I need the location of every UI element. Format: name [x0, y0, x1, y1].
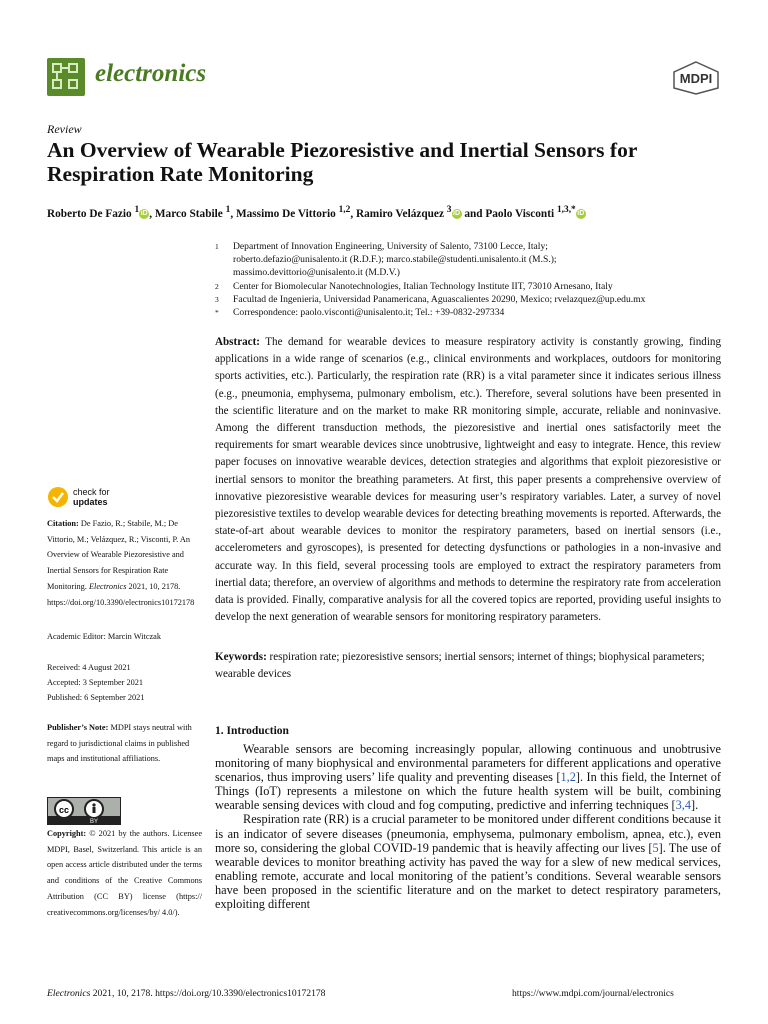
accepted-date: Accepted: 3 September 2021 — [47, 678, 144, 687]
introduction-body — [215, 742, 721, 911]
academic-editor: Academic Editor: Marcin Witczak — [47, 632, 162, 641]
article-type: Review — [47, 122, 82, 136]
citation-link[interactable]: 3,4 — [675, 798, 692, 813]
received-date: Received: 4 August 2021 — [47, 663, 131, 672]
section-heading: 1. Introduction — [215, 725, 289, 737]
abstract — [215, 334, 721, 626]
copyright: Copyright: © 2021 by the authors. Licensee MDPI, Basel, Switzerland. This article is an open access article distributed under the terms and conditions of the Creative Commons Attribution (CC BY) license (https:// creativecommons.org/licenses/by/ 4.0/). — [47, 829, 203, 917]
paragraph: Respiration rate (RR) is a crucial parameter to be monitored under different conditions because it is an indicator of severe diseases (pneumonia, emphysema, pulmonary embolism, apnea, etc.), even more so, considering the global COVID-19 pandemic that is heavily affecting our lives [5]. The use of wearable devices to monitor breathing activity has paved the way for a slew of new medical services, enabling remote, accurate and local monitoring of the patient’s conditions. Several wearable sensors have been proposed in the scientific literature and on the market to detect respiratory parameters, exploiting different — [215, 812, 721, 912]
svg-text:BY: BY — [89, 819, 99, 824]
footer-journal-url[interactable]: https://www.mdpi.com/journal/electronics — [512, 988, 674, 999]
abstract-text: The demand for wearable devices to measure respiratory activity is constantly growing, finding applications in a wide range of scenarios (e.g., clinical environments and workplaces, outdoors for monitoring sports activities, etc.). Particularly, the respiration rate (RR) is a vital parameter since it indicates serious illness (e.g., pneumonia, emphysema, pulmonary embolism, etc.). Therefore, several solutions have been presented in the scientific literature and on the market to make RR monitoring simple, accurate, reliable and noninvasive. Among the different transduction methods, the piezoresistive and inertial ones satisfactorily meet the requirements for smart wearable devices since unobtrusive, lightweight and easy to integrate. Hence, this review paper focuses on innovative wearable devices, detection strategies and algorithms that exploit piezoresistive or inertial sensors to monitor the breathing parameters. At first, this paper presents a comprehensive overview of innovative piezoresistive wearable devices for measuring user’s respiratory variables. Later, a survey of novel piezoresistive textiles to develop wearable devices for detecting breathing movements is reported. Afterwards, the state-of-art about wearable devices to monitor the respiratory parameters, based on inertial sensors (i.e., accelerometers and gyroscopes), is presented for detecting dysfunctions or pathologies in a non-invasive and accurate way. In this field, several processing tools are employed to extract the respiratory parameters from inertial data; therefore, an overview of algorithms and methods to determine the respiratory rate from acceleration data is provided. Finally, comparative analysis for all the covered topics are reported, providing useful insights to develop the next generation of wearable sensors for monitoring respiratory parameters. — [215, 336, 721, 624]
citation-link[interactable]: 5 — [652, 840, 659, 855]
journal-name: electronics — [95, 60, 207, 87]
orcid-icon[interactable]: iD — [140, 210, 148, 218]
publisher-note: Publisher’s Note: MDPI stays neutral with regard to jurisdictional claims in published maps and institutional affiliations. — [47, 723, 192, 764]
published-date: Published: 6 September 2021 — [47, 693, 145, 702]
svg-text:cc: cc — [58, 805, 70, 815]
author-list: Roberto De Fazio $^1$ iD , Marco Stabile $^1$, Massimo De Vittorio $^{1,2}$, Ramiro Velázquez $^3$ iD and Paolo Visconti $^{1,3,*}$ iD — [47, 205, 585, 220]
publisher-name: MDPI — [679, 71, 713, 86]
footer-citation: Electronics 2021, 10, 2178. https://doi.org/10.3390/electronics10172178 — [47, 988, 326, 999]
author-name: Massimo De Vittorio — [235, 207, 336, 220]
check-updates-icon — [47, 486, 69, 508]
author-name: Ramiro Velázquez — [356, 207, 444, 220]
citation-link[interactable]: 1,2 — [560, 770, 576, 785]
keywords-label: Keywords: — [215, 651, 267, 663]
author-name: Marco Stabile — [154, 207, 223, 220]
orcid-icon[interactable]: iD — [577, 210, 585, 218]
author-name: Roberto De Fazio — [47, 207, 132, 220]
check-for-updates[interactable]: check for updates — [47, 486, 110, 508]
affiliations: 1 Department of Innovation Engineering, University of Salento, 73100 Lecce, Italy; roberto.defazio@unisalento.it (R.D.F.); marco.stabile@studenti.unisalento.it (M.S.); massimo.devittorio@unisalento.it (M.D.V.) 2 Center for Biomolecular Nanotechnologies, Italian Technology Institute IIT, 73010 Arnesano, Italy 3 Facultad de Ingenieria, Universidad Panamericana, Aguascalientes 20290, Mexico; rvelazquez@up.edu.mx * Correspondence: paolo.visconti@unisalento.it; Tel.: +39-0832-297334 — [215, 241, 646, 319]
abstract-label: Abstract: — [215, 336, 260, 348]
mdpi-logo — [670, 60, 722, 101]
citation: Citation: De Fazio, R.; Stabile, M.; De Vittorio, M.; Velázquez, R.; Visconti, P. An Overview of Wearable Piezoresistive and Inertial Sensors for Respiration Rate Monitoring. Electronics 2021, 10, 2178. https://doi.org/10.3390/electronics10172178 — [47, 519, 195, 607]
author-name: Paolo Visconti — [485, 207, 555, 220]
cc-by-license-icon[interactable] — [47, 797, 121, 825]
orcid-icon[interactable]: iD — [453, 210, 460, 218]
paper-title: An Overview of Wearable Piezoresistive and Inertial Sensors for Respiration Rate Monitoring — [47, 138, 637, 186]
paragraph: Wearable sensors are becoming increasingly popular, allowing continuous and unobtrusive monitoring of many biophysical and environmental parameters for different applications and operative scenarios, thus improving users’ life quality and preventing diseases [1,2]. In this field, the Internet of Things (IoT) represents a milestone on which the future health system will be built, combining wearable sensing devices with cloud and fog computing, predictive and inferring techniques [3,4]. — [215, 742, 721, 813]
journal-logo-icon — [47, 58, 85, 96]
keywords: Keywords: respiration rate; piezoresistive sensors; inertial sensors; internet of things; biophysical parameters; wearable devices — [215, 651, 705, 681]
